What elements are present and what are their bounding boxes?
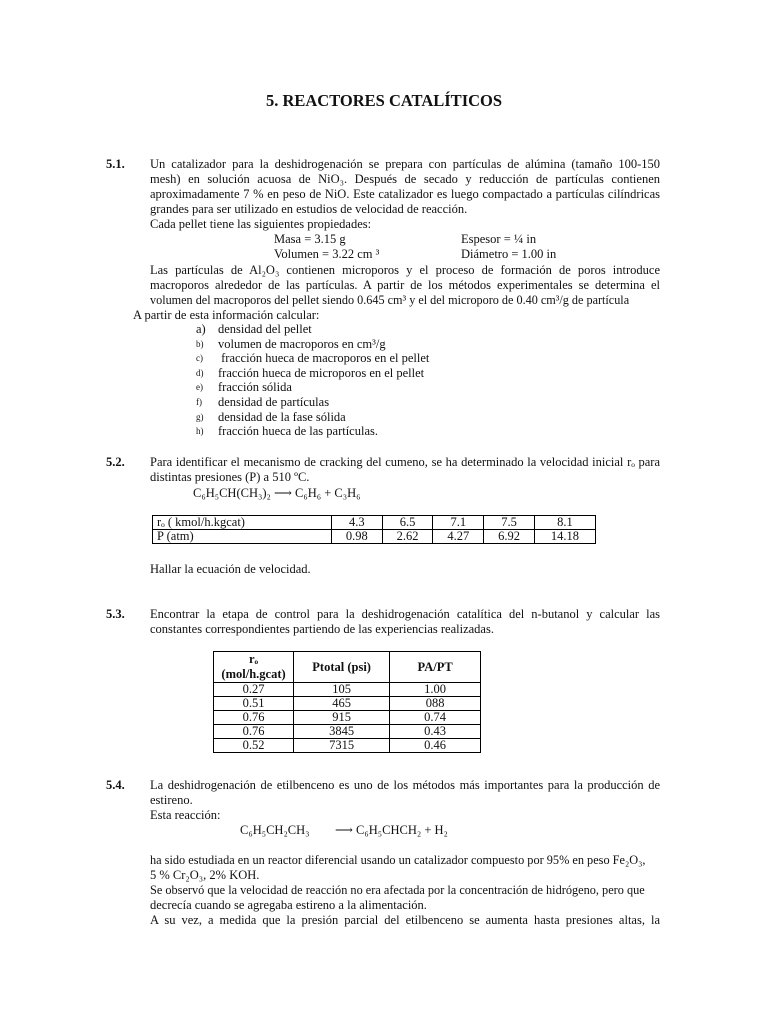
table-cell: 3845 [294, 725, 390, 739]
table-cell: 6.92 [484, 530, 535, 544]
table-cell: 915 [294, 711, 390, 725]
problem-5-2-line-2: distintas presiones (P) a 510 ºC. [150, 470, 310, 484]
table-row [153, 530, 596, 544]
problem-5-1-line-3: aproximadamente 7 % en peso de NiO. Este catalizador es luego compactado a partículas cilíndricas [150, 187, 660, 201]
table-cell: 14.18 [534, 530, 595, 544]
question-list [196, 322, 429, 439]
table-row-label: P (atm) [153, 530, 332, 544]
reaction-products: ⟶ C₆H₅CHCH₂ + H₂ [335, 823, 448, 837]
table-cell: 0.51 [214, 697, 294, 711]
page-title: 5. REACTORES CATALÍTICOS [265, 91, 503, 110]
table-cell: 0.27 [214, 683, 294, 697]
list-item: a) densidad del pellet [196, 322, 312, 336]
table-cell: 088 [390, 697, 481, 711]
reaction-reactant: C₆H₅CH₂CH₃ [240, 823, 310, 837]
table-cell: 6.5 [382, 516, 433, 530]
problem-number-5-3: 5.3. [106, 607, 125, 621]
list-item: d) fracción hueca de microporos en el pellet [196, 365, 425, 380]
table-cell: 0.76 [214, 725, 294, 739]
problem-5-2-footer: Hallar la ecuación de velocidad. [150, 562, 311, 576]
table-row-label: rₒ ( kmol/h.kgcat) [153, 516, 332, 530]
table-row [214, 711, 481, 725]
table-row [214, 725, 481, 739]
property-espesor: Espesor = ¼ in [461, 232, 537, 246]
problem-5-1-line-4: grandes para ser utilizado en estudios de velocidad de reacción. [150, 202, 468, 216]
problem-5-4-line-6: Se observó que la velocidad de reacción no era afectada por la concentración de hidrógeno, pero que [150, 883, 645, 897]
table-cell: 7.5 [484, 516, 535, 530]
table-row [153, 516, 596, 530]
problem-number-5-1: 5.1. [106, 157, 125, 171]
table-cell: 105 [294, 683, 390, 697]
table-cell: 1.00 [390, 683, 481, 697]
table-cell: 465 [294, 697, 390, 711]
problem-5-4-line-4: ha sido estudiada en un reactor diferencial usando un catalizador compuesto por 95% en peso Fe₂O₃, [150, 853, 646, 867]
table-cell: 0.52 [214, 739, 294, 753]
table-cell: 0.46 [390, 739, 481, 753]
table-cell: 0.98 [332, 530, 383, 544]
table-header-row [214, 652, 481, 683]
cumene-data-table [152, 515, 596, 544]
problem-number-5-4: 5.4. [106, 778, 125, 792]
table-cell: 4.3 [332, 516, 383, 530]
problem-5-4-line-7: decrecía cuando se agregaba estireno a la alimentación. [150, 898, 427, 912]
list-item: h) fracción hueca de las partículas. [196, 424, 378, 439]
table-cell: 0.74 [390, 711, 481, 725]
table-cell: 0.76 [214, 711, 294, 725]
table-row [214, 739, 481, 753]
list-item: c) fracción hueca de macroporos en el pellet [196, 351, 430, 366]
table-row [214, 697, 481, 711]
problem-5-1-line-6: Las partículas de Al₂O₃ contienen microporos y el proceso de formación de poros introduce [150, 263, 660, 277]
cumene-reaction: C₆H₅CH(CH₃)₂ ⟶ C₆H₆ + C₃H₆ [193, 486, 361, 500]
problem-5-4-line-5: 5 % Cr₂O₃, 2% KOH. [150, 868, 260, 882]
problem-5-1-line-7: macroporos alrededor de las partículas. A partir de los métodos experimentales se determina el [150, 278, 660, 292]
property-diametro: Diámetro = 1.00 in [461, 247, 557, 261]
problem-number-5-2: 5.2. [106, 455, 125, 469]
list-item: f) densidad de partículas [196, 394, 330, 409]
table-row [214, 683, 481, 697]
problem-5-3-line-2: constantes correspondientes partiendo de las experiencias realizadas. [150, 622, 494, 636]
problem-5-3-line-1: Encontrar la etapa de control para la deshidrogenación catalítica del n-butanol y calcular las [150, 607, 660, 621]
problem-5-1-line-2: mesh) en solución acuosa de NiO₃. Después de secado y reducción de partículas contienen [150, 172, 660, 186]
problem-5-4-line-1: La deshidrogenación de etilbenceno es uno de los métodos más importantes para la producción de [150, 778, 660, 792]
table-cell: 0.43 [390, 725, 481, 739]
problem-5-1-line-9: A partir de esta información calcular: [133, 308, 320, 322]
problem-5-1-line-8: volumen del macroporos del pellet siendo 0.645 cm³ y el del microporo de 0.40 cm³/g de partícula [150, 293, 630, 307]
list-item: g) densidad de la fase sólida [196, 409, 346, 424]
list-item: e) fracción sólida [196, 380, 292, 395]
problem-5-1-line-1: Un catalizador para la deshidrogenación se prepara con partículas de alúmina (tamaño 100-150 [150, 157, 660, 171]
table-cell: 7.1 [433, 516, 484, 530]
column-header: Ptotal (psi) [294, 652, 390, 683]
table-cell: 8.1 [534, 516, 595, 530]
column-header: rₒ (mol/h.gcat) [214, 652, 294, 683]
list-item: b) volumen de macroporos en cm³/g [196, 336, 386, 351]
problem-5-4-line-2: estireno. [150, 793, 193, 807]
table-cell: 2.62 [382, 530, 433, 544]
problem-5-2-line-1: Para identificar el mecanismo de cracking del cumeno, se ha determinado la velocidad inicial rₒ para [150, 455, 660, 469]
problem-5-1-line-5: Cada pellet tiene las siguientes propiedades: [150, 217, 372, 231]
property-volumen: Volumen = 3.22 cm ³ [274, 247, 380, 261]
butanol-data-table [213, 651, 481, 753]
column-header: PA/PT [390, 652, 481, 683]
problem-5-4-line-8: A su vez, a medida que la presión parcial del etilbenceno se aumenta hasta presiones altas, la [150, 913, 660, 927]
table-cell: 7315 [294, 739, 390, 753]
property-masa: Masa = 3.15 g [274, 232, 346, 246]
table-cell: 4.27 [433, 530, 484, 544]
problem-5-4-line-3: Esta reacción: [150, 808, 221, 822]
